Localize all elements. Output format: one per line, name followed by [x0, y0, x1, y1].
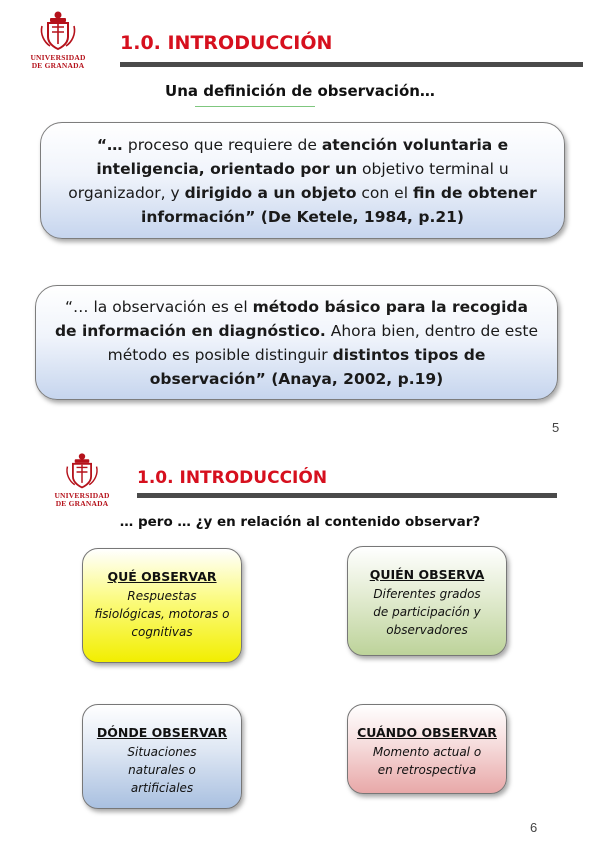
card-que-observar — [82, 548, 242, 663]
quote1-part3: atención voluntaria e inteligencia, orientado por un — [96, 135, 509, 178]
page-title: 1.0. INTRODUCCIÓN — [120, 32, 333, 54]
card-description: Momento actual o en retrospectiva — [372, 745, 482, 777]
granada-crest-icon — [63, 452, 101, 492]
card-cuando-observar — [347, 704, 507, 794]
title-rule — [120, 62, 583, 67]
card-description: Situaciones naturales o artificiales — [127, 745, 197, 795]
definition-quote-text — [59, 133, 546, 229]
logo-text-line2: DE GRANADA — [31, 61, 85, 70]
quote1-part7: fin de obtener información” (De Ketele, 1984, p.21) — [141, 183, 537, 226]
quote2-part1: “… la observación es el — [65, 297, 253, 316]
quote2-part5: (Anaya, 2002, p.19) — [265, 369, 444, 388]
page-number: 5 — [552, 420, 560, 435]
title-rule — [137, 493, 557, 498]
page-title: 1.0. INTRODUCCIÓN — [137, 468, 328, 488]
university-logo — [42, 452, 122, 508]
quote1-part5: dirigido a un objeto — [184, 183, 357, 202]
quote2-part4: distintos tipos de observación” — [149, 345, 486, 388]
section-subtitle: … pero … ¿y en relación al contenido observar? — [119, 514, 481, 530]
section-subtitle: Una definición de observación… — [165, 82, 435, 100]
definition-quote-box — [40, 122, 565, 239]
quote1-open: “… — [96, 135, 128, 154]
quote1-part2: proceso que requiere de — [127, 135, 322, 154]
card-donde-observar — [82, 704, 242, 809]
university-logo — [18, 10, 98, 70]
card-title: QUÉ OBSERVAR — [107, 569, 217, 584]
card-title: CUÁNDO OBSERVAR — [357, 725, 497, 740]
subtitle-underline — [195, 106, 315, 107]
card-description: Diferentes grados de participación y observadores — [373, 587, 481, 637]
granada-crest-icon — [38, 10, 78, 54]
card-title: QUIÉN OBSERVA — [369, 567, 485, 582]
quote1-part4: objetivo terminal u organizador, y — [68, 159, 509, 202]
card-quien-observa — [347, 546, 507, 656]
method-quote-box — [35, 285, 558, 400]
logo-text-line1: UNIVERSIDAD — [54, 491, 110, 500]
page-number: 6 — [530, 820, 538, 835]
card-title: DÓNDE OBSERVAR — [96, 725, 228, 740]
card-description: Respuestas fisiológicas, motoras o cognitivas — [94, 589, 230, 639]
logo-text-line2: DE GRANADA — [55, 499, 109, 508]
slide-6 — [0, 440, 600, 848]
logo-text-line1: UNIVERSIDAD — [30, 53, 86, 62]
quote1-part6: con el — [356, 183, 413, 202]
quote2-part2: método básico para la recogida de información en diagnóstico. — [54, 297, 528, 340]
method-quote-text — [54, 295, 539, 391]
quote2-part3: Ahora bien, dentro de este método es posible distinguir — [107, 321, 539, 364]
